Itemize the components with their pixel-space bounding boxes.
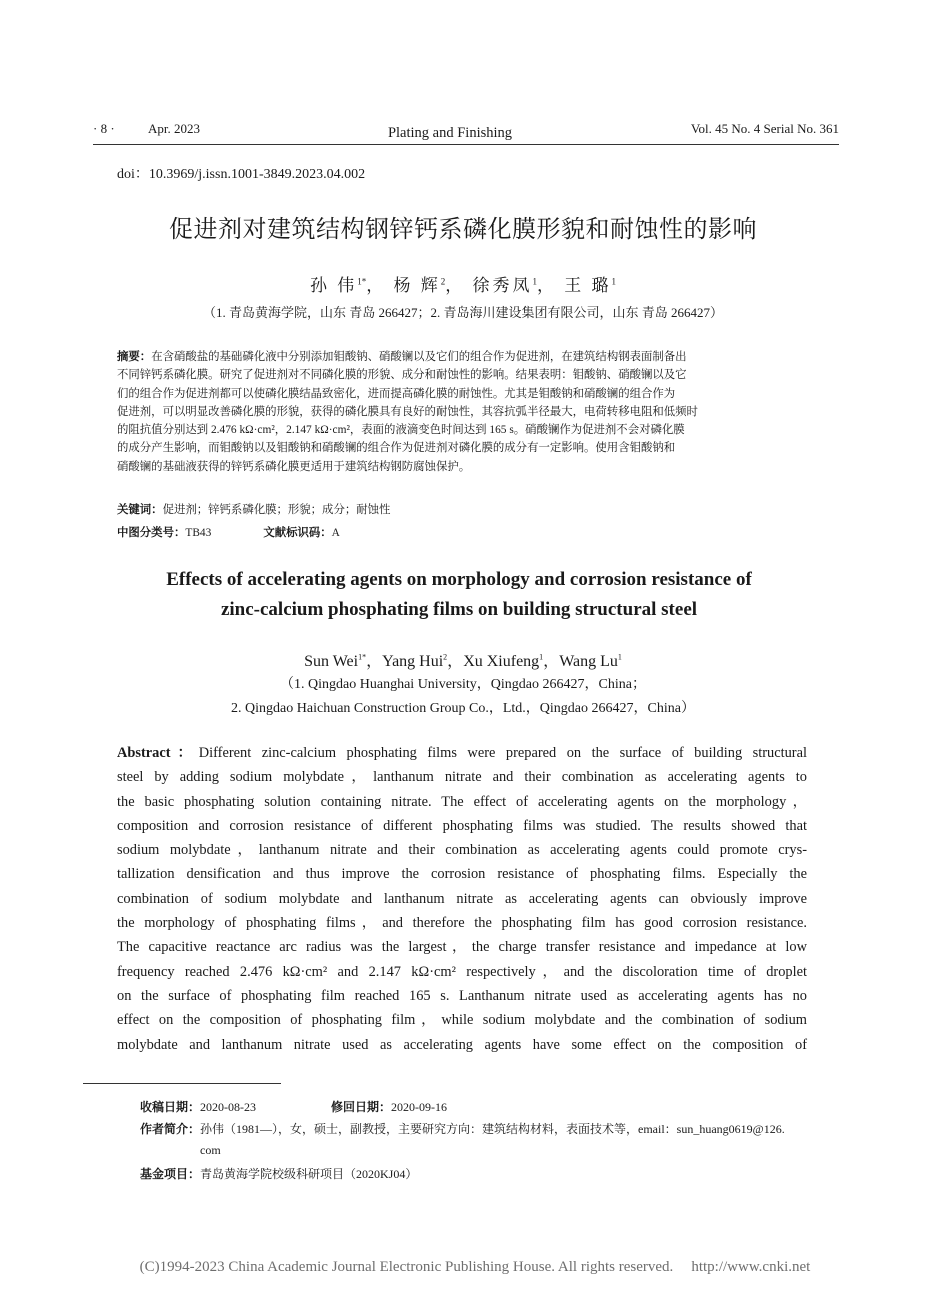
author-affiliation-mark: 1	[532, 276, 537, 287]
chinese-abstract	[117, 347, 810, 476]
copyright-text: (C)1994-2023 China Academic Journal Electronic Publishing House. All rights reserved.	[139, 1259, 674, 1275]
abstract-line: 们的组合作为促进剂都可以使磷化膜结晶致密化，进而提高磷化膜的耐蚀性。尤其是钼酸钠和硝酸镧的组合作为	[117, 387, 676, 400]
revised-value: 2020-09-16	[391, 1100, 448, 1114]
abstract-line: effect on the composition of phosphating film，while sodium molybdate and the combination of sodium	[117, 1012, 807, 1029]
received-label: 收稿日期：	[140, 1100, 201, 1114]
revised-date	[331, 1098, 447, 1115]
cnki-link[interactable]: http://www.cnki.net	[691, 1259, 811, 1275]
author-bio	[140, 1120, 785, 1137]
author-name: Xu Xiufeng	[463, 653, 540, 670]
abstract-line: sodium molybdate，lanthanum nitrate and their combination as accelerating agents could promote crys-	[117, 842, 807, 859]
author-name: Yang Hui	[382, 653, 444, 670]
revised-label: 修回日期：	[331, 1100, 392, 1114]
english-affiliation-1: （1. Qingdao Huanghai University，Qingdao 266427，China；	[280, 677, 646, 692]
author-separator: ，	[537, 276, 557, 295]
abstract-line: 的成分产生影响，而钼酸钠以及钼酸钠和硝酸镧的组合作为促进剂对磷化膜的成分有一定影响。使用含钼酸钠和	[117, 442, 676, 455]
author-affiliation-mark: 1*	[357, 276, 367, 287]
author-bio-value[interactable]: 孙伟（1981—），女，硕士，副教授，主要研究方向：建筑结构材料，表面技术等，email：sun_huang0619@126.	[200, 1122, 785, 1136]
title-line: zinc-calcium phosphating films on building structural steel	[220, 599, 698, 620]
author-name: 杨 辉	[393, 276, 441, 295]
chinese-title: 促进剂对建筑结构钢锌钙系磷化膜形貌和耐蚀性的影响	[169, 215, 757, 243]
abstract-line: 促进剂，可以明显改善磷化膜的形貌，获得的磷化膜具有良好的耐蚀性，其容抗弧半径最大，电荷转移电阻和低频时	[117, 405, 698, 418]
author-affiliation-mark: 2	[443, 652, 448, 662]
abstract-line: 的阻抗值分别达到 2.476 kΩ·cm²，2.147 kΩ·cm²，表面的液滴变色时间达到 165 s。硝酸镧作为促进剂不会对磷化膜	[117, 424, 685, 437]
author-name: Sun Wei	[304, 653, 359, 670]
abstract-line: 不同锌钙系磷化膜。研究了促进剂对不同磷化膜的形貌、成分和耐蚀性的影响。结果表明：钼酸钠、硝酸镧以及它	[117, 369, 687, 382]
author-separator: ，	[543, 653, 560, 670]
funding-value: 青岛黄海学院校级科研项目（2020KJ04）	[200, 1167, 418, 1181]
abstract-line: tallization densification and thus improve the corrosion resistance of phosphating films. Especially the	[117, 866, 807, 883]
author-separator: ，	[445, 276, 466, 295]
chinese-keywords	[117, 500, 810, 519]
volume-info: Vol. 45 No. 4 Serial No. 361	[690, 121, 839, 136]
chinese-authors	[0, 271, 926, 296]
abstract-line: on the surface of phosphating film reached 165 s. Lanthanum nitrate used as accelerating agents has no	[117, 987, 807, 1004]
author-affiliation-mark: 1	[539, 652, 544, 662]
abstract-line: The capacitive reactance arc radius was the largest，the charge transfer resistance and impedance at low	[117, 939, 807, 956]
english-affiliation-2: 2. Qingdao Haichuan Construction Group Co.，Ltd.，Qingdao 266427，China）	[231, 701, 695, 716]
author-separator: ，	[366, 276, 387, 295]
abstract-line: 硝酸镧的基础液获得的锌钙系磷化膜更适用于建筑结构钢防腐蚀保护。	[117, 460, 471, 473]
author-name: Wang Lu	[559, 653, 618, 670]
funding-label: 基金项目：	[140, 1167, 201, 1181]
funding	[140, 1165, 417, 1182]
footnote-rule	[83, 1083, 281, 1084]
keywords-label: 关键词：	[117, 502, 163, 516]
abstract-line: the morphology of phosphating films，and therefore the phosphating film has good corrosion resistance.	[117, 915, 807, 932]
copyright-footer	[0, 1259, 950, 1276]
author-bio-continued[interactable]: com	[200, 1143, 221, 1157]
author-name: 王 璐	[564, 276, 612, 295]
english-abstract	[117, 741, 807, 1057]
abstract-line: Abstract：Different zinc-calcium phosphating films were prepared on the surface of building structural	[117, 745, 807, 761]
journal-name: Plating and Finishing	[387, 125, 513, 141]
doc-code-label: 文献标识码：	[263, 525, 332, 539]
title-line: Effects of accelerating agents on morphology and corrosion resistance of	[166, 569, 752, 590]
abstract-line: composition and corrosion resistance of different phosphating films was studied. The results showed that	[117, 817, 807, 834]
abstract-line: combination of sodium molybdate and lanthanum nitrate as accelerating agents can obviously improve	[117, 890, 807, 907]
issue-date: Apr. 2023	[148, 121, 200, 136]
chinese-affiliations: （1. 青岛黄海学院，山东 青岛 266427；2. 青岛海川建设集团有限公司，山东 青岛 266427）	[202, 305, 723, 320]
doc-code-value: A	[331, 527, 340, 539]
doi[interactable]: doi：10.3969/j.issn.1001-3849.2023.04.002	[117, 167, 366, 182]
author-bio-label: 作者简介：	[140, 1122, 201, 1136]
author-affiliation-mark: 2	[440, 276, 446, 287]
english-title	[0, 565, 918, 625]
author-affiliation-mark: 1*	[358, 652, 367, 662]
abstract-line: the basic phosphating solution containing nitrate. The effect of accelerating agents on the morphology，	[117, 793, 807, 810]
author-name: 徐秀凤	[472, 276, 533, 295]
english-authors	[0, 648, 926, 671]
abstract-line: frequency reached 2.476 kΩ·cm² and 2.147 kΩ·cm² respectively，and the discoloration time of droplet	[117, 963, 807, 980]
page-number: · 8 ·	[93, 121, 115, 136]
abstract-line: molybdate and lanthanum nitrate used as accelerating agents have some effect on the composition of	[117, 1036, 807, 1053]
abstract-line: steel by adding sodium molybdate，lanthanum nitrate and their combination as accelerating agents to	[117, 769, 807, 786]
abstract-line: 摘要：在含硝酸盐的基础磷化液中分别添加钼酸钠、硝酸镧以及它们的组合作为促进剂，在建筑结构钢表面制备出	[117, 349, 687, 363]
class-label: 中图分类号：	[117, 525, 186, 539]
abstract-label: Abstract：	[117, 745, 199, 761]
header-rule	[93, 144, 839, 145]
author-affiliation-mark: 1	[611, 276, 616, 287]
received-value: 2020-08-23	[200, 1100, 257, 1114]
author-affiliation-mark: 1	[617, 652, 622, 662]
class-value: TB43	[185, 527, 212, 539]
classification-line	[117, 524, 340, 540]
author-name: 孙 伟	[310, 276, 358, 295]
abstract-label: 摘要：	[117, 349, 152, 363]
author-separator: ，	[366, 653, 383, 670]
keywords-value: 促进剂；锌钙系磷化膜；形貌；成分；耐蚀性	[162, 504, 391, 516]
received-date	[140, 1098, 256, 1115]
author-separator: ，	[447, 653, 464, 670]
